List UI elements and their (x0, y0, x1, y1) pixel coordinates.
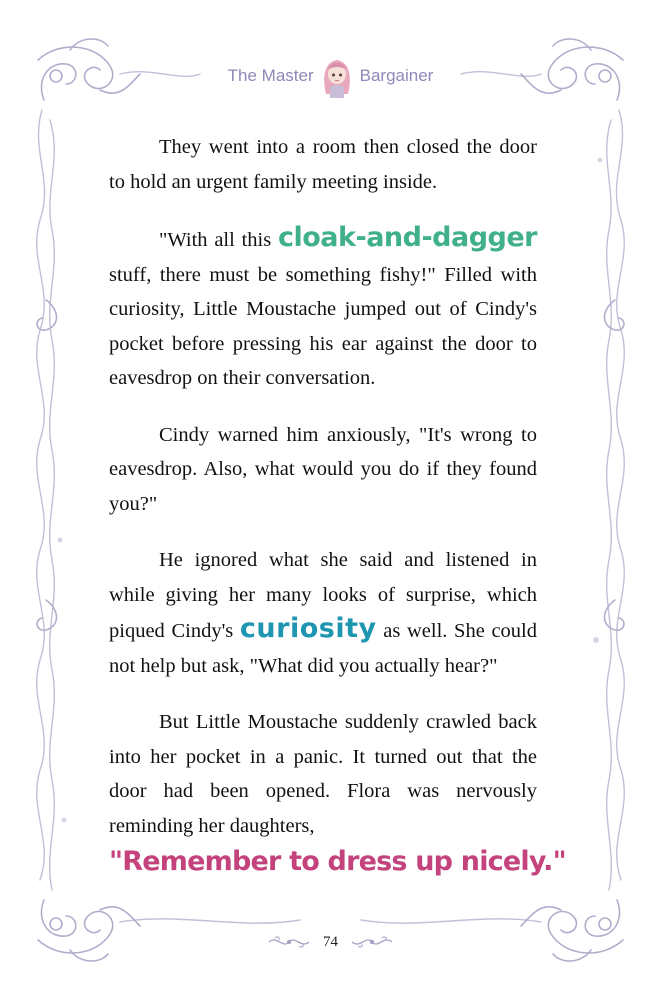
paragraph: Cindy warned him anxiously, "It's wrong to eavesdrop. Also, what would you do if they found you?" (109, 423, 537, 515)
paragraph: But Little Moustache suddenly crawled back into her pocket in a panic. It turned out that the door had been opened. Flora was nervously reminding her daughters, "Remember to dress up nicely." (109, 705, 537, 880)
paragraph: "With all this cloak-and-dagger stuff, there must be something fishy!" Filled with curiosity, Little Moustache jumped out of Cindy's pocket before pressing his ear against the door to eavesdrop on their conversation. (109, 222, 537, 389)
page-footer (0, 930, 661, 954)
page-number: 74 (323, 933, 338, 950)
keyword-cloak-and-dagger: cloak-and-dagger (278, 222, 537, 253)
header-title-right: Bargainer (359, 66, 434, 85)
header-title-left: The Master (227, 66, 314, 85)
flourish-ornament-icon (267, 933, 311, 951)
story-text (109, 130, 566, 902)
quote-remember-to-dress-up: "Remember to dress up nicely." (109, 846, 566, 877)
flourish-ornament-icon (350, 933, 394, 951)
running-header (0, 56, 661, 96)
paragraph: They went into a room then closed the door to hold an urgent family meeting inside. (109, 136, 537, 193)
keyword-curiosity: curiosity (239, 613, 377, 644)
girl-portrait-icon (320, 54, 354, 98)
paragraph: He ignored what she said and listened in while giving her many looks of surprise, which piqued Cindy's curiosity as well. She could not help but ask, "What did you actually hear?" (109, 549, 537, 677)
